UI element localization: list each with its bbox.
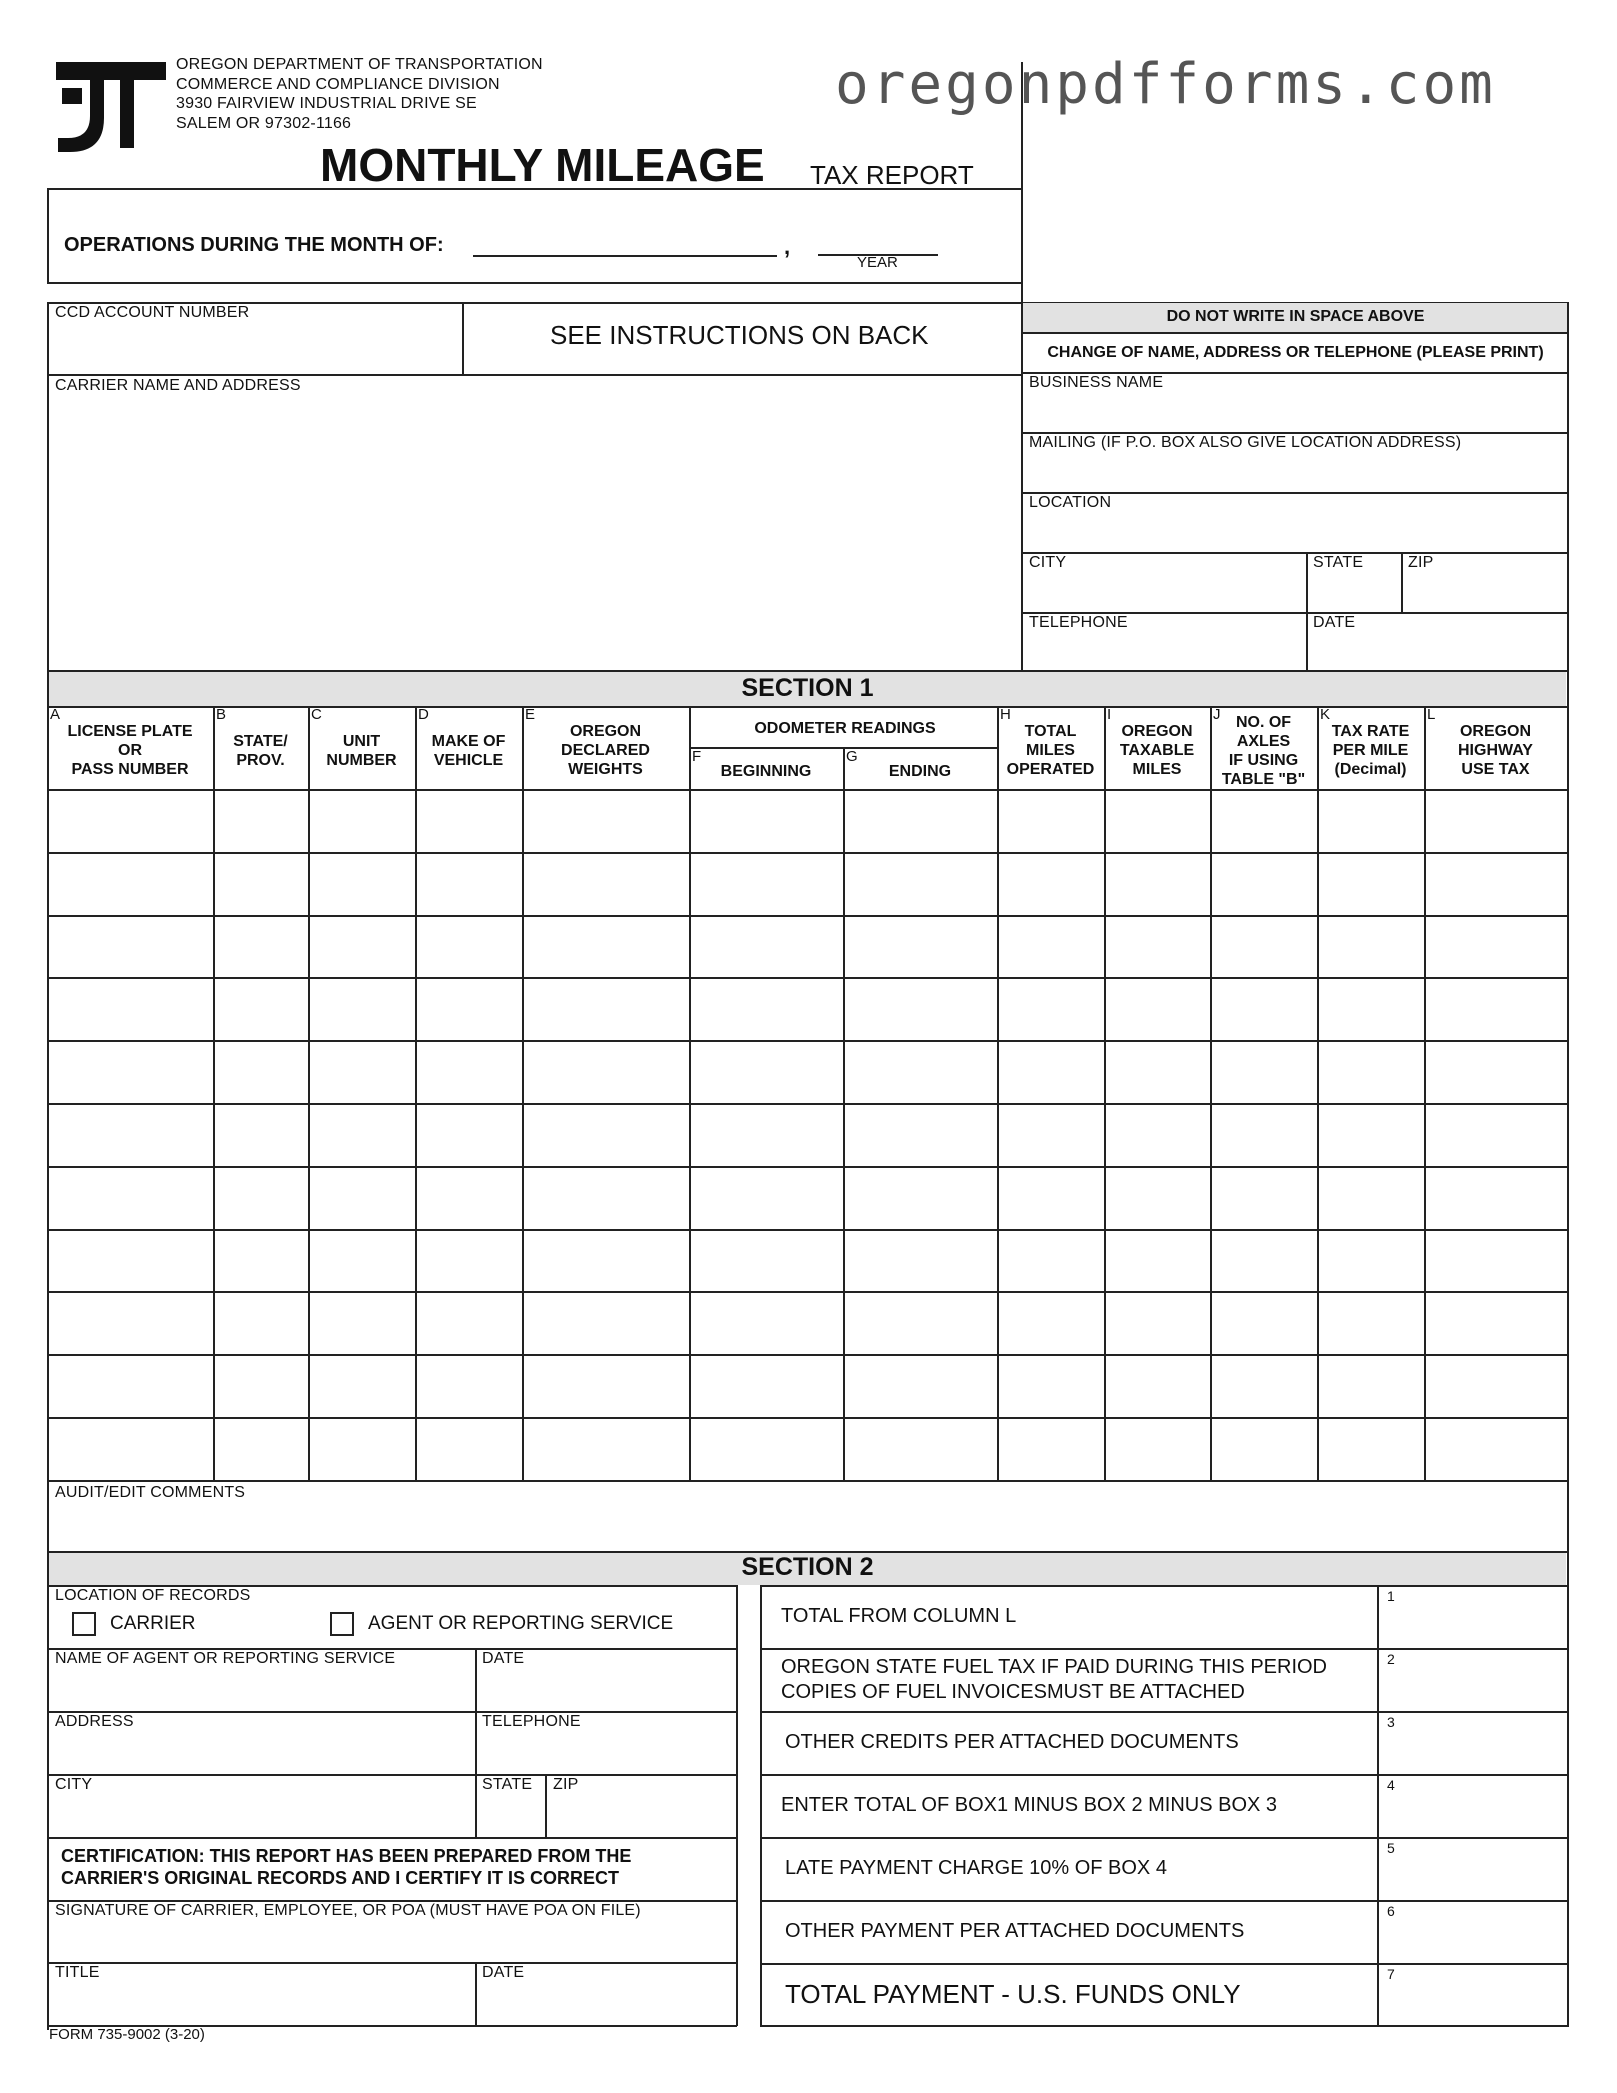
- city-label: CITY: [1029, 554, 1067, 571]
- table-cell[interactable]: [310, 1419, 413, 1478]
- carrier-name-field[interactable]: [50, 400, 1018, 668]
- telephone-label: TELEPHONE: [1029, 614, 1128, 631]
- table-cell[interactable]: [417, 791, 520, 850]
- watermark: oregonpdfforms.com: [835, 52, 1496, 117]
- table-cell[interactable]: [215, 791, 306, 850]
- table-cell[interactable]: [49, 917, 211, 976]
- table-cell[interactable]: [845, 1356, 995, 1415]
- table-cell[interactable]: [1212, 1293, 1315, 1352]
- agency-line4: SALEM OR 97302-1166: [176, 114, 352, 132]
- total-line-label-3: OTHER CREDITS PER ATTACHED DOCUMENTS: [785, 1731, 1239, 1753]
- agency-line1: OREGON DEPARTMENT OF TRANSPORTATION: [176, 56, 543, 73]
- total-line-label-1: TOTAL FROM COLUMN L: [781, 1605, 1017, 1627]
- total-box-2[interactable]: [1381, 1650, 1565, 1709]
- form-title: MONTHLY MILEAGE: [320, 139, 765, 191]
- table-cell[interactable]: [524, 854, 687, 913]
- column-header-c: UNIT NUMBER: [326, 732, 397, 769]
- instructions-note: SEE INSTRUCTIONS ON BACK: [550, 320, 929, 350]
- month-field[interactable]: [473, 255, 777, 257]
- column-letter-e: E: [525, 706, 536, 723]
- table-cell[interactable]: [1319, 1231, 1422, 1290]
- table-cell[interactable]: [1426, 1231, 1565, 1290]
- column-header-d: MAKE OF VEHICLE: [431, 732, 506, 769]
- column-letter-c: C: [311, 706, 322, 723]
- table-cell[interactable]: [1426, 854, 1565, 913]
- agent-name-label: NAME OF AGENT OR REPORTING SERVICE: [55, 1650, 396, 1667]
- table-cell[interactable]: [49, 791, 211, 850]
- table-cell[interactable]: [49, 1293, 211, 1352]
- table-cell[interactable]: [524, 1419, 687, 1478]
- table-cell[interactable]: [845, 791, 995, 850]
- total-line-label-4: ENTER TOTAL OF BOX1 MINUS BOX 2 MINUS BOX 3: [781, 1794, 1278, 1816]
- table-cell[interactable]: [310, 1168, 413, 1227]
- total-box-7[interactable]: [1381, 1965, 1565, 2024]
- column-header-e: OREGON DECLARED WEIGHTS: [561, 723, 650, 778]
- carrier-name-label: CARRIER NAME AND ADDRESS: [55, 377, 301, 394]
- total-box-number-5: 5: [1387, 1840, 1395, 1856]
- table-cell[interactable]: [1319, 1105, 1422, 1164]
- zip-label: ZIP: [1408, 554, 1434, 571]
- table-cell[interactable]: [691, 1105, 841, 1164]
- form-number: FORM 735-9002 (3-20): [49, 2026, 205, 2043]
- location-label: LOCATION: [1029, 494, 1112, 511]
- table-cell[interactable]: [1212, 791, 1315, 850]
- table-cell[interactable]: [417, 1231, 520, 1290]
- year-label: YEAR: [857, 254, 898, 271]
- table-cell[interactable]: [999, 1356, 1102, 1415]
- table-cell[interactable]: [1426, 917, 1565, 976]
- table-cell[interactable]: [845, 917, 995, 976]
- table-cell[interactable]: [49, 854, 211, 913]
- table-cell[interactable]: [999, 854, 1102, 913]
- total-line-label-5: LATE PAYMENT CHARGE 10% OF BOX 4: [785, 1857, 1167, 1879]
- table-cell[interactable]: [524, 1231, 687, 1290]
- table-cell[interactable]: [1106, 1293, 1208, 1352]
- table-cell[interactable]: [1426, 791, 1565, 850]
- table-cell[interactable]: [417, 1419, 520, 1478]
- column-header-k: TAX RATE PER MILE (Decimal): [1331, 723, 1410, 778]
- table-cell[interactable]: [1106, 1231, 1208, 1290]
- total-box-number-6: 6: [1387, 1903, 1395, 1919]
- table-cell[interactable]: [1319, 1419, 1422, 1478]
- table-cell[interactable]: [1319, 854, 1422, 913]
- table-cell[interactable]: [524, 917, 687, 976]
- table-cell[interactable]: [1212, 854, 1315, 913]
- odot-logo: [54, 58, 168, 156]
- table-cell[interactable]: [691, 854, 841, 913]
- table-cell[interactable]: [417, 1356, 520, 1415]
- table-cell[interactable]: [524, 979, 687, 1038]
- table-cell[interactable]: [1426, 1293, 1565, 1352]
- table-cell[interactable]: [845, 1042, 995, 1101]
- agent-telephone-label: TELEPHONE: [482, 1713, 581, 1730]
- change-title: CHANGE OF NAME, ADDRESS OR TELEPHONE (PLEASE PRINT): [1047, 344, 1544, 361]
- table-cell[interactable]: [999, 1419, 1102, 1478]
- agency-address: [176, 55, 543, 133]
- table-cell[interactable]: [310, 1105, 413, 1164]
- table-cell[interactable]: [999, 979, 1102, 1038]
- table-cell[interactable]: [215, 917, 306, 976]
- column-letter-b: B: [216, 706, 227, 723]
- table-cell[interactable]: [691, 1231, 841, 1290]
- table-cell[interactable]: [1426, 1419, 1565, 1478]
- table-cell[interactable]: [1106, 1105, 1208, 1164]
- carrier-option-label: CARRIER: [110, 1613, 196, 1634]
- operations-label: OPERATIONS DURING THE MONTH OF:: [64, 234, 444, 256]
- agent-checkbox[interactable]: [330, 1612, 354, 1636]
- table-cell[interactable]: [310, 1356, 413, 1415]
- table-cell[interactable]: [1319, 979, 1422, 1038]
- address-label: ADDRESS: [55, 1713, 134, 1730]
- column-letter-g: G: [846, 748, 858, 765]
- table-cell[interactable]: [417, 1293, 520, 1352]
- table-cell[interactable]: [1212, 1356, 1315, 1415]
- table-cell[interactable]: [49, 1356, 211, 1415]
- column-letter-i: I: [1107, 706, 1112, 723]
- table-cell[interactable]: [310, 979, 413, 1038]
- table-cell[interactable]: [1426, 1168, 1565, 1227]
- state-label: STATE: [1313, 554, 1364, 571]
- table-cell[interactable]: [999, 1293, 1102, 1352]
- table-cell[interactable]: [1426, 1105, 1565, 1164]
- table-cell[interactable]: [524, 1293, 687, 1352]
- table-cell[interactable]: [417, 854, 520, 913]
- table-cell[interactable]: [1106, 1168, 1208, 1227]
- agent-date-label: DATE: [482, 1650, 525, 1667]
- total-box-number-7: 7: [1387, 1966, 1395, 1982]
- total-box-1[interactable]: [1381, 1587, 1565, 1646]
- table-cell[interactable]: [215, 1419, 306, 1478]
- column-header-g: ENDING: [888, 763, 952, 780]
- column-header-a: LICENSE PLATE OR PASS NUMBER: [67, 723, 193, 778]
- table-cell[interactable]: [1212, 1419, 1315, 1478]
- table-cell[interactable]: [417, 1042, 520, 1101]
- do-not-write-label: DO NOT WRITE IN SPACE ABOVE: [1166, 308, 1425, 325]
- table-cell[interactable]: [49, 1105, 211, 1164]
- table-cell[interactable]: [215, 1293, 306, 1352]
- date-label: DATE: [1313, 614, 1356, 631]
- table-cell[interactable]: [524, 1356, 687, 1415]
- table-cell[interactable]: [845, 979, 995, 1038]
- table-cell[interactable]: [691, 979, 841, 1038]
- ccd-account-label: CCD ACCOUNT NUMBER: [55, 304, 250, 321]
- total-box-number-3: 3: [1387, 1714, 1395, 1730]
- table-cell[interactable]: [1212, 979, 1315, 1038]
- table-cell[interactable]: [49, 1419, 211, 1478]
- table-cell[interactable]: [999, 1168, 1102, 1227]
- table-cell[interactable]: [1106, 917, 1208, 976]
- table-cell[interactable]: [310, 1042, 413, 1101]
- table-cell[interactable]: [999, 1105, 1102, 1164]
- table-cell[interactable]: [310, 917, 413, 976]
- table-cell[interactable]: [215, 1105, 306, 1164]
- total-line-label-2: OREGON STATE FUEL TAX IF PAID DURING THIS PERIOD COPIES OF FUEL INVOICESMUST BE ATTACHED: [781, 1655, 1327, 1703]
- table-cell[interactable]: [845, 1231, 995, 1290]
- table-cell[interactable]: [417, 1168, 520, 1227]
- agent-option-label: AGENT OR REPORTING SERVICE: [368, 1613, 674, 1634]
- table-cell[interactable]: [524, 791, 687, 850]
- table-cell[interactable]: [417, 917, 520, 976]
- table-cell[interactable]: [999, 917, 1102, 976]
- total-box-3[interactable]: [1381, 1713, 1565, 1772]
- table-cell[interactable]: [417, 1105, 520, 1164]
- table-cell[interactable]: [524, 1168, 687, 1227]
- table-cell[interactable]: [691, 1293, 841, 1352]
- table-cell[interactable]: [417, 979, 520, 1038]
- table-cell[interactable]: [1106, 1419, 1208, 1478]
- column-header-l: OREGON HIGHWAY USE TAX: [1458, 723, 1533, 778]
- section2-title: SECTION 2: [741, 1553, 874, 1581]
- table-cell[interactable]: [845, 1168, 995, 1227]
- table-cell[interactable]: [49, 1168, 211, 1227]
- odometer-label: ODOMETER READINGS: [754, 720, 936, 737]
- table-cell[interactable]: [524, 1042, 687, 1101]
- column-letter-j: J: [1213, 706, 1221, 723]
- table-cell[interactable]: [49, 1231, 211, 1290]
- table-cell[interactable]: [845, 1293, 995, 1352]
- certification-text: CERTIFICATION: THIS REPORT HAS BEEN PREPARED FROM THE CARRIER'S ORIGINAL RECORDS AND I CERTIFY IT IS CORRECT: [61, 1846, 632, 1888]
- agency-line3: 3930 FAIRVIEW INDUSTRIAL DRIVE SE: [176, 95, 477, 112]
- table-cell[interactable]: [691, 1042, 841, 1101]
- table-cell[interactable]: [310, 854, 413, 913]
- table-cell[interactable]: [1319, 1042, 1422, 1101]
- column-header-f: BEGINNING: [720, 763, 812, 780]
- total-line-label-7: TOTAL PAYMENT - U.S. FUNDS ONLY: [785, 1979, 1241, 2009]
- table-cell[interactable]: [845, 1105, 995, 1164]
- table-cell[interactable]: [1319, 917, 1422, 976]
- carrier-checkbox[interactable]: [72, 1612, 96, 1636]
- total-box-number-2: 2: [1387, 1651, 1395, 1667]
- table-cell[interactable]: [1319, 1293, 1422, 1352]
- table-cell[interactable]: [999, 1231, 1102, 1290]
- audit-comments-label: AUDIT/EDIT COMMENTS: [55, 1484, 246, 1501]
- column-letter-h: H: [1000, 706, 1011, 723]
- agent-zip-label: ZIP: [553, 1776, 579, 1793]
- table-cell[interactable]: [1106, 979, 1208, 1038]
- table-cell[interactable]: [310, 1293, 413, 1352]
- table-cell[interactable]: [845, 854, 995, 913]
- column-header-h: TOTAL MILES OPERATED: [1006, 723, 1095, 778]
- table-cell[interactable]: [691, 791, 841, 850]
- table-cell[interactable]: [310, 791, 413, 850]
- sign-date-label: DATE: [482, 1964, 525, 1981]
- column-letter-k: K: [1320, 706, 1331, 723]
- total-box-6[interactable]: [1381, 1902, 1565, 1961]
- table-cell[interactable]: [691, 917, 841, 976]
- mailing-label: MAILING (IF P.O. BOX ALSO GIVE LOCATION ADDRESS): [1029, 434, 1462, 451]
- table-cell[interactable]: [49, 1042, 211, 1101]
- table-cell[interactable]: [1212, 1105, 1315, 1164]
- column-letter-l: L: [1427, 706, 1436, 723]
- form-subtitle: TAX REPORT: [810, 160, 974, 190]
- table-cell[interactable]: [691, 1419, 841, 1478]
- table-cell[interactable]: [1106, 1042, 1208, 1101]
- column-header-b: STATE/ PROV.: [233, 732, 288, 769]
- table-cell[interactable]: [1106, 1356, 1208, 1415]
- table-cell[interactable]: [310, 1231, 413, 1290]
- table-cell[interactable]: [1106, 854, 1208, 913]
- table-cell[interactable]: [524, 1105, 687, 1164]
- location-of-records-label: LOCATION OF RECORDS: [55, 1587, 251, 1604]
- total-box-number-4: 4: [1387, 1777, 1395, 1793]
- table-cell[interactable]: [215, 979, 306, 1038]
- table-cell[interactable]: [1106, 791, 1208, 850]
- column-letter-f: F: [692, 748, 702, 765]
- column-header-j: NO. OF AXLES IF USING TABLE "B": [1221, 713, 1306, 788]
- table-cell[interactable]: [999, 791, 1102, 850]
- table-cell[interactable]: [1319, 1168, 1422, 1227]
- column-letter-d: D: [418, 706, 429, 723]
- table-cell[interactable]: [215, 1168, 306, 1227]
- agent-state-label: STATE: [482, 1776, 533, 1793]
- agent-city-label: CITY: [55, 1776, 93, 1793]
- table-cell[interactable]: [1426, 1356, 1565, 1415]
- table-cell[interactable]: [999, 1042, 1102, 1101]
- column-header-i: OREGON TAXABLE MILES: [1119, 723, 1195, 778]
- total-box-4[interactable]: [1381, 1776, 1565, 1835]
- table-cell[interactable]: [1319, 791, 1422, 850]
- table-cell[interactable]: [691, 1168, 841, 1227]
- total-line-label-6: OTHER PAYMENT PER ATTACHED DOCUMENTS: [785, 1920, 1245, 1942]
- title-label: TITLE: [55, 1964, 100, 1981]
- table-cell[interactable]: [215, 1042, 306, 1101]
- table-cell[interactable]: [215, 1356, 306, 1415]
- table-cell[interactable]: [845, 1419, 995, 1478]
- total-box-5[interactable]: [1381, 1839, 1565, 1898]
- table-cell[interactable]: [1212, 1231, 1315, 1290]
- table-cell[interactable]: [1212, 1042, 1315, 1101]
- table-cell[interactable]: [1426, 979, 1565, 1038]
- signature-label: SIGNATURE OF CARRIER, EMPLOYEE, OR POA (MUST HAVE POA ON FILE): [55, 1902, 641, 1919]
- table-cell[interactable]: [1212, 1168, 1315, 1227]
- total-box-number-1: 1: [1387, 1588, 1395, 1604]
- column-letter-a: A: [50, 706, 61, 723]
- table-cell[interactable]: [215, 854, 306, 913]
- table-cell[interactable]: [49, 979, 211, 1038]
- table-cell[interactable]: [1319, 1356, 1422, 1415]
- table-cell[interactable]: [215, 1231, 306, 1290]
- table-cell[interactable]: [1212, 917, 1315, 976]
- section1-title: SECTION 1: [741, 674, 874, 702]
- business-name-label: BUSINESS NAME: [1029, 374, 1164, 391]
- table-cell[interactable]: [691, 1356, 841, 1415]
- table-cell[interactable]: [1426, 1042, 1565, 1101]
- agency-line2: COMMERCE AND COMPLIANCE DIVISION: [176, 75, 500, 93]
